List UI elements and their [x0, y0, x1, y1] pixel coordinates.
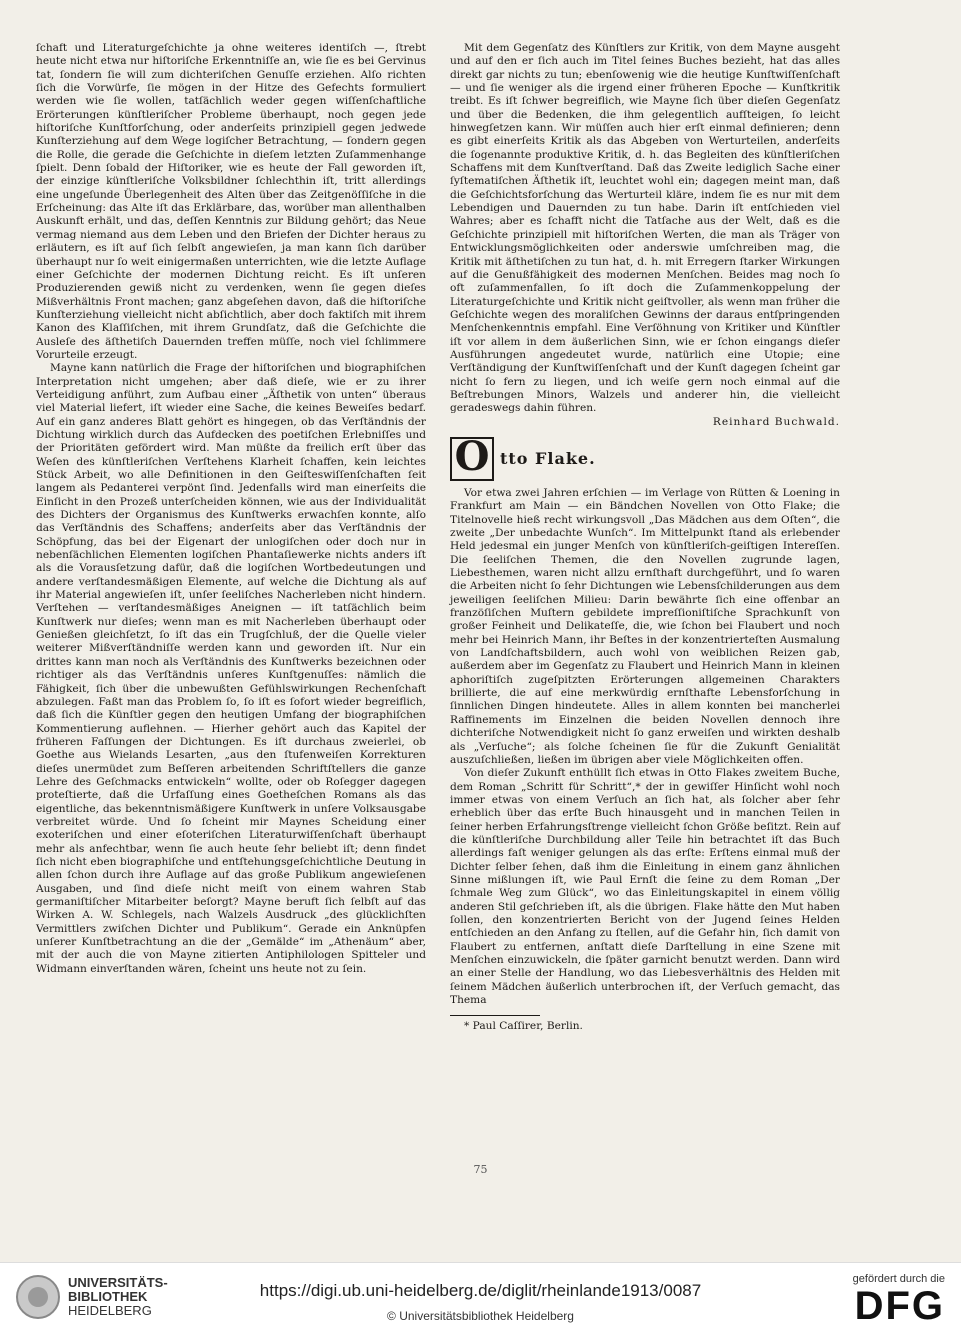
paragraph: Mit dem Gegenſatz des Künſtlers zur Kritik, von dem Mayne ausgeht und auf den er ſich auch im Titel ſeines Buches bezieht, hat das alles direkt gar nichts zu tun; ebenſowenig wie die heutige Kunſtwiſſenſchaft — und ſie weniger als die irgend einer früheren Epoche — Kunſtkritik treibt. Es iſt ſchwer begreiflich, wie Mayne ſich über dieſen Gegenſatz und über die Bedenken, die ihm gelegentlich aufſteigen, ſo leicht hinwegſetzen kann. Wir müſſen auch hier erſt einmal definieren; denn es gibt einerſeits Kritik als das Abgeben von Werturteilen, anderſeits die ſogenannte produktive Kritik, d. h. das Begleiten des künſtleriſchen Schaffens mit dem Kunſtverſtand. Daß das Zweite lediglich Sache einer ſyſtematiſchen Äſthetik iſt, leuchtet wohl ein; dagegen meint man, daß die Geſchichtsforſchung das Werturteil kläre, indem ſie es nur mit dem Lebendigen und Dauernden zu tun habe. Darin iſt entſchieden viel Wahres; aber es ſchafft nicht die Tatſache aus der Welt, daß es die Geſchichte prinzipiell mit hiſtoriſchen Werten, die man als Träger von Entwicklungsmöglichkeiten oder anderswie umſchreiben mag, die Kritik mit äſthetiſchen zu tun hat, d. h. mit Erregern ſtarker Wirkungen auf die Genußfähigkeit des modernen Menſchen. Beides mag noch ſo oft zuſammenfallen, ſo iſt doch die Zuſammenkoppelung der Literaturgeſchichte und Kritik nicht geiſtvoller, als wenn man früher die Geſchichte wegen des moraliſchen Gewinns der daraus entſpringenden Menſchenkenntnis empfahl. Eine Verſöhnung von Kritiker und Künſtler iſt vor allem in dem äußerlichen Sinn, wie er ſchon eingangs dieſer Ausführungen angedeutet wurde, natürlich eine Utopie; eine Verſtändigung der Kunſtwiſſenſchaft und der Kunſt dagegen ſcheint gar nicht ſo fern zu liegen, und ich weiſe gern noch einmal auf die Beſtrebungen Minors, Walzels und anderer hin, die vielleicht geradeswegs dahin führen.	[450, 42, 840, 415]
funder-block[interactable]	[853, 1273, 945, 1327]
left-column	[36, 42, 426, 976]
copyright-notice: © Universitätsbibliothek Heidelberg	[387, 1309, 574, 1323]
section-title: tto Flake.	[500, 449, 596, 469]
dfg-logo: DFG	[854, 1284, 945, 1328]
viewer-footer	[0, 1262, 961, 1335]
funding-label: gefördert durch die	[852, 1273, 945, 1285]
paragraph: Von dieſer Zukunft enthüllt ſich etwas in Otto Flakes zweitem Buche, dem Roman „Schritt für Schritt“,* der in gewiſſer Hinſicht wohl noch immer etwas von einem Verſuch an ſich hat, als ſolcher aber ſehr erheblich über das erſte Buch hinausgeht und in manchen Teilen in ſeiner herben Erfahrungsſtrenge vielleicht ſchon Größe beſitzt. Rein auf die künſtleriſche Durchbildung aller Teile hin betrachtet iſt das Buch allerdings faſt weniger gelungen als das erſte: Erſtens einmal muß der Dichter ſelber ſehen, daß ihm die Einleitung in einem ganz ähnlichen Sinne mißlungen iſt, wie Paul Ernſt die ſeine zu dem Roman „Der ſchmale Weg zum Glück“, wo das Einleitungskapitel in einem völlig anderen Stil geſchrieben iſt, als die übrigen. Flake hätte den Mut haben ſollen, den konzentrierten Bericht von der Jugend ſeines Helden entſchieden an den Anfang zu ſtellen, auf die Gefahr hin, ſich damit von Flaubert zu entfernen, anſtatt dieſe Darſtellung in eine Szene mit Menſchen einzuwickeln, die ſpäter garnicht benutzt werden. Dann wird an einer Stelle der Handlung, wo das Liebesverhältnis des Helden mit ſeinem Mädchen äußerlich unterbrochen iſt, der Verſuch gemacht, das Thema	[450, 767, 840, 1007]
footnote: * Paul Caſſirer, Berlin.	[464, 1020, 583, 1033]
paragraph: Mayne kann natürlich die Frage der hiſtoriſchen und biographiſchen Interpretation nicht umgehen; aber daß dieſe, wie er zu ihrer Verteidigung anführt, zum Aufbau einer „Äſthetik von unten“ überaus viel Material liefert, iſt wieder eine Sache, die keines Beweiſes bedarf. Auf ein ganz anderes Blatt gehört es hingegen, ob das Verſtändnis der Dichtung wirklich durch das Aufdecken des poetiſchen Erlebniſſes und der Prioritäten gefördert wird. Man müßte da freilich erſt über das Weſen des künſtleriſchen Verſtehens Klarheit ſchaffen, kein leichtes Stück Arbeit, wo alle Definitionen in den Geiſteswiſſenſchaften ſeit langem als Pedanterei verpönt ſind. Jedenfalls wird man einerſeits die Einſicht in den Prozeß unterſcheiden können, wie aus der Individualität des Dichters der Organismus des Kunſtwerks erwachſen konnte, alſo das Verſtändnis des Schaffens; anderſeits aber das Verſtändnis der Schöpfung, das bei der Eigenart der unlogiſchen oder doch nur in nebenſächlichen Elementen logiſchen Phantaſiewerke nichts anders iſt als die Vorausſetzung dafür, daß die logiſchen Wortbedeutungen und andere verſtandesmäßigen Elemente, auf welche die Dichtung als auf ihr Material angewieſen iſt, unſer ſeeliſches Nacherleben nicht hindern. Verſtehen — verſtandesmäßiges Aneignen — iſt tatſächlich beim Kunſtwerk nur dieſes; wenn man es mit Nacherleben überhaupt oder Genießen gleichſetzt, ſo iſt das ein Trugſchluß, der die Quelle vieler weiterer Mißverſtändniſſe werden kann und geworden iſt. Nur ein drittes kann man noch als Verſtändnis des Kunſtwerks bezeichnen oder richtiger als das Verſtändnis unſeres Kunſtgenuſſes: nämlich die Fähigkeit, ſich über die unbewußten Gefühlswirkungen Rechenſchaft abzulegen. Faßt man das Problem ſo, ſo iſt es ſofort wieder begreiflich, daß ſich die Künſtler gegen den heutigen Umfang der biographiſchen Kommentierung auflehnen. — Hierher gehört auch das Kapitel der früheren Faſſungen der Dichtungen. Es iſt durchaus zweierlei, ob Goethe aus Wielands Lesarten, „aus den ſtufenweiſen Korrekturen dieſes unermüdet zum Beſſeren arbeitenden Schriftſtellers die ganze Lehre des Geſchmacks entwickeln“ wollte, oder ob Roſegger dagegen proteſtierte, daß die Urfaſſung eines Goetheſchen Romans als das eigentliche, das bekenntnismäßigere Kunſtwerk in unſere Volksausgabe verbreitet würde. Und ſo ſcheint mir Maynes Scheidung einer exoteriſchen und einer eſoteriſchen Literaturwiſſenſchaft überhaupt mehr als anfechtbar, wenn ſie auch heute ſehr beliebt iſt; denn findet ſich nicht eben biographiſche und entſtehungsgeſchichtliche Deutung in allen ſchon durch ihre Auflage auf das große Publikum angewieſenen Ausgaben, und ſind dieſe nicht meiſt von einem wahren Stab germaniſtiſcher Mitarbeiter beſorgt? Mayne beruft ſich ſelbſt auf das Wirken A. W. Schlegels, nach Walzels Ausdruck „des glücklichſten Vermittlers zwiſchen Dichter und Publikum“. Gerade ein Anknüpfen unſerer Kunſtbetrachtung an die der „Gemälde“ im „Athenäum“ aber, mit der auch die von Mayne zitierten Antiphilologen Spitteler und Widmann einverſtanden wären, ſcheint uns heute not zu ſein.	[36, 362, 426, 975]
footnote-divider	[450, 1015, 540, 1016]
logo-line: BIBLIOTHEK	[68, 1289, 148, 1304]
permalink-url[interactable]: https://digi.ub.uni-heidelberg.de/diglit/rheinlande1913/0087	[259, 1281, 702, 1300]
paragraph: ſchaft und Literaturgeſchichte ja ohne weiteres identiſch —, ſtrebt heute nicht etwa nur hiſtoriſche Erkenntniſſe an, wie ſie es bei Gervinus tat, ſondern ſie will zum dichteriſchen Genuſſe erziehen. Alſo richten ſich die Vorwürfe, ſie mögen in der Hitze des Gefechts formuliert werden wie ſie wollen, tatſächlich weder gegen wiſſenſchaftliche Erörterungen künſtleriſcher Probleme überhaupt, noch gegen jede hiſtoriſche Kunſtforſchung, oder anderſeits prinzipiell gegen jedwede Kunſterziehung auf dem Wege logiſcher Betrachtung, — ſondern gegen die Rolle, die gerade die Geſchichte in dieſem letzten Zuſammenhange ſpielt. Denn ſobald der Hiſtoriker, wie es heute der Fall geworden iſt, der einzige künſtleriſche Volksbildner ſchlechthin iſt, tritt allerdings eine ungeſunde Überlegenheit des Alten über das Zeitgenöſſiſche in die Erſcheinung: das Alte iſt das Erklärbare, das, worüber man allenthalben Auskunft erhält, und das, deſſen Kenntnis zur Bildung gehört; das Neue vermag niemand aus dem Leben und den Briefen der Dichter heraus zu erläutern, es iſt auf ſich ſelbſt angewieſen, ja man kann ſich darüber überhaupt nur ſo weit einigermaßen unterrichten, wie die letzte Auflage einer Geſchichte der modernen Dichtung reicht. Es iſt unſeren Produzierenden gewiß nicht zu verdenken, wenn ſie gegen dieſes Mißverhältnis Front machen; ganz abgeſehen davon, daß die hiſtoriſche Kunſterziehung vielleicht nicht abſichtlich, aber doch faktiſch mit ihrem Kanon des Klaſſiſchen, mit ihrem Grundſatz, daß die Geſchichte die Ausleſe des äſthetiſch Dauernden treffen müſſe, noch viel ſchlimmere Vorurteile erzeugt.	[36, 42, 427, 361]
logo-line: UNIVERSITÄTS-	[68, 1275, 168, 1290]
right-column	[450, 42, 840, 1034]
author-signature: Reinhard Buchwald.	[712, 415, 840, 428]
drop-cap: O	[450, 437, 494, 481]
page-number: 75	[473, 1163, 488, 1176]
logo-line: HEIDELBERG	[68, 1303, 152, 1318]
paragraph: Vor etwa zwei Jahren erſchien — im Verlage von Rütten & Loening in Frankfurt am Main — ein Bändchen Novellen von Otto Flake; die Titelnovelle hieß recht wirkungsvoll „Das Mädchen aus dem Oſten“, die zweite „Der unbedachte Wunſch“. Im Mittelpunkt ſtand als erlebender Held jedesmal ein junger Menſch von künſtleriſch-geiſtigen Intereſſen. Die ſeeliſchen Themen, die den Novellen zugrunde lagen, Liebesthemen, waren nicht allzu ernſthaft durchgeführt, und ſo waren die Arbeiten nicht ſo ſehr Dichtungen wie Lebensſchilderungen aus dem jeweiligen ſeeliſchen Milieu: Darin bewährte ſich eine offenbar an franzöſiſchen Muſtern gebildete impreſſioniſtiſche Sprachkunſt von großer Feinheit und Delikateſſe, die, wie ſchon bei Flaubert und noch mehr bei Heinrich Mann, ihr Beſtes in der konzentrierteſten Ausmalung von Landſchaftsbildern, auch wohl von weiblichen Reizen gab, außerdem aber im Gegenſatz zu Flaubert und Heinrich Mann in kleinen aphoriſtiſch zugeſpitzten Erörterungen allgemeinen Charakters brillierte, die auf eine merkwürdig ernſthafte Lebensforſchung in ſinnlichen Dingen hindeutete. Alles in allem konnten bei mancherlei Raffinements im Einzelnen die beiden Novellen dennoch ihre dichteriſche Notwendigkeit nicht ſo ganz erweiſen und wirkten deshalb als „Verſuche“; als ſolche ſcheinen ſie für die Zukunft Genialität auszuſchließen, ließen im übrigen aber viele Möglichkeiten offen.	[450, 486, 840, 766]
section-heading	[450, 432, 840, 481]
